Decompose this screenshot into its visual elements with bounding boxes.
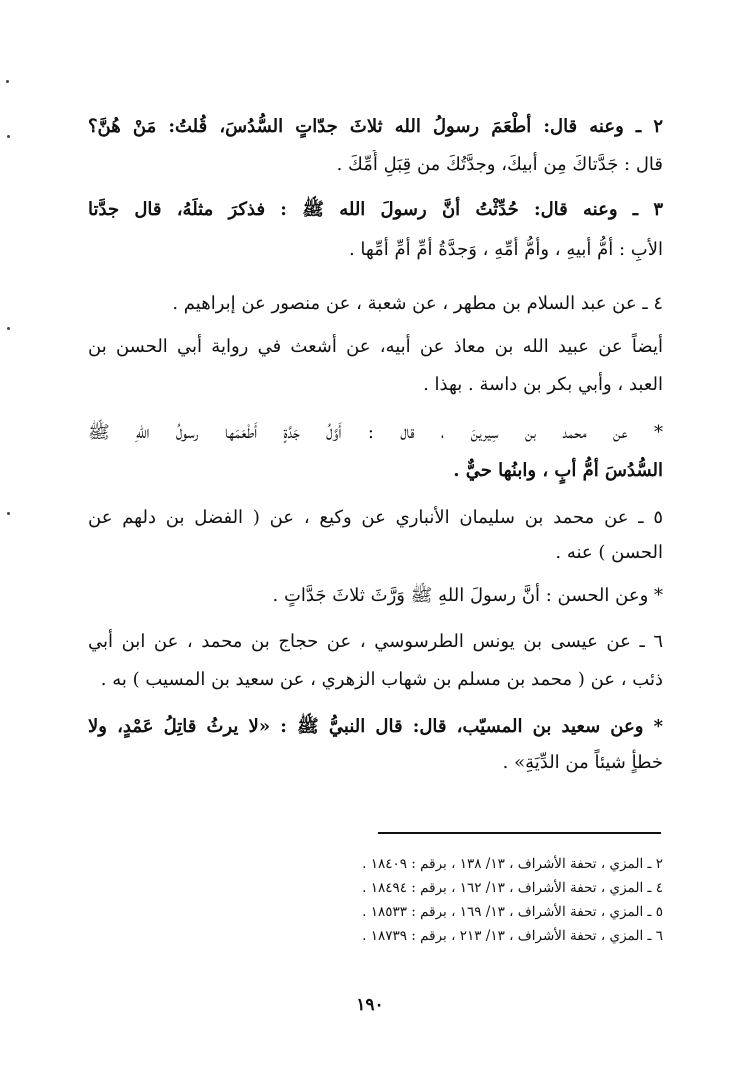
text-line-isnad-4-cont-a: أيضاً عن عبيد الله بن معاذ عن أبيه، عن أشعث في رواية أبي الحسن بن: [88, 336, 663, 357]
page-number: ١٩٠: [356, 995, 384, 1015]
text-line-isnad-6-a: ٦ ـ عن عيسى بن يونس الطرسوسي ، عن حجاج بن محمد ، عن ابن أبي: [88, 631, 663, 652]
scan-speck: [7, 512, 10, 515]
footnote-separator: [378, 832, 661, 834]
footnote-2: ٢ ـ المزي ، تحفة الأشراف ، ١٣/ ١٣٨ ، برقم : ١٨٤٠٩ .: [362, 856, 663, 872]
text-line-isnad-5-a: ٥ ـ عن محمد بن سليمان الأنباري عن وكيع ، عن ( الفضل بن دلهم عن: [88, 507, 663, 528]
text-line-hadith-2-b: قال : جَدَّتاكَ مِن أبيكَ، وجدَّتُكَ من قِبَلِ أُمِّكَ .: [336, 154, 663, 175]
footnote-6: ٦ ـ المزي ، تحفة الأشراف ، ١٣/ ٢١٣ ، برقم : ١٨٧٣٩ .: [362, 928, 663, 944]
text-line-hadith-2-a: ٢ ـ وعنه قال: أطْعَمَ رسولُ الله ثلاثَ جدّاتٍ السُّدُسَ، قُلتُ: مَنْ هُنَّ؟: [88, 116, 663, 137]
text-line-ibn-sirin-b: السُّدُسَ أمُّ أبٍ ، وابنُها حيٌّ .: [453, 460, 663, 481]
text-line-ibn-musayyib-a: * وعن سعيد بن المسيّب، قال: قال النبيُّ ﷺ : «لا يرثُ قاتِلُ عَمْدٍ، ولا: [88, 716, 663, 737]
scan-speck: [7, 135, 10, 138]
text-line-isnad-6-b: ذئب ، عن ( محمد بن مسلم بن شهاب الزهري ، عن سعيد بن المسيب ) به .: [100, 669, 663, 690]
text-line-hasan: * وعن الحسن : أنَّ رسولَ اللهِ ﷺ وَرَّثَ ثلاثَ جَدَّاتٍ .: [272, 585, 663, 606]
text-line-isnad-5-b: الحسن ) عنه .: [555, 542, 663, 563]
text-line-hadith-3-b: الأبِ : أمُّ أبيهِ ، وأمُّ أمِّهِ ، وَجدَّةُ أمِّ أمِّ أمِّها .: [348, 239, 663, 260]
text-line-isnad-4: ٤ ـ عن عبد السلام بن مطهر ، عن شعبة ، عن منصور عن إبراهيم .: [172, 293, 663, 314]
text-line-isnad-4-cont-b: العبد ، وأبي بكر بن داسة . بهذا .: [423, 374, 663, 395]
text-line-ibn-sirin-a: * عن محمد بن سِيرينَ ، قال : أَوَّلُ جَدَّةٍ أَطْعَمَها رسولُ اللهِ ﷺ: [88, 422, 663, 443]
text-line-hadith-3-a: ٣ ـ وعنه قال: حُدِّثْتُ أنَّ رسولَ الله ﷺ : فذكرَ مثلَهُ، قال جدَّتا: [88, 199, 663, 220]
scan-speck: [6, 80, 9, 83]
footnote-5: ٥ ـ المزي ، تحفة الأشراف ، ١٣/ ١٦٩ ، برقم : ١٨٥٣٣ .: [362, 904, 663, 920]
text-line-ibn-musayyib-b: خطأٍ شيئاً من الدِّيَةِ» .: [502, 752, 663, 773]
scan-speck: [7, 327, 10, 330]
footnote-4: ٤ ـ المزي ، تحفة الأشراف ، ١٣/ ١٦٢ ، برقم : ١٨٤٩٤ .: [362, 880, 663, 896]
